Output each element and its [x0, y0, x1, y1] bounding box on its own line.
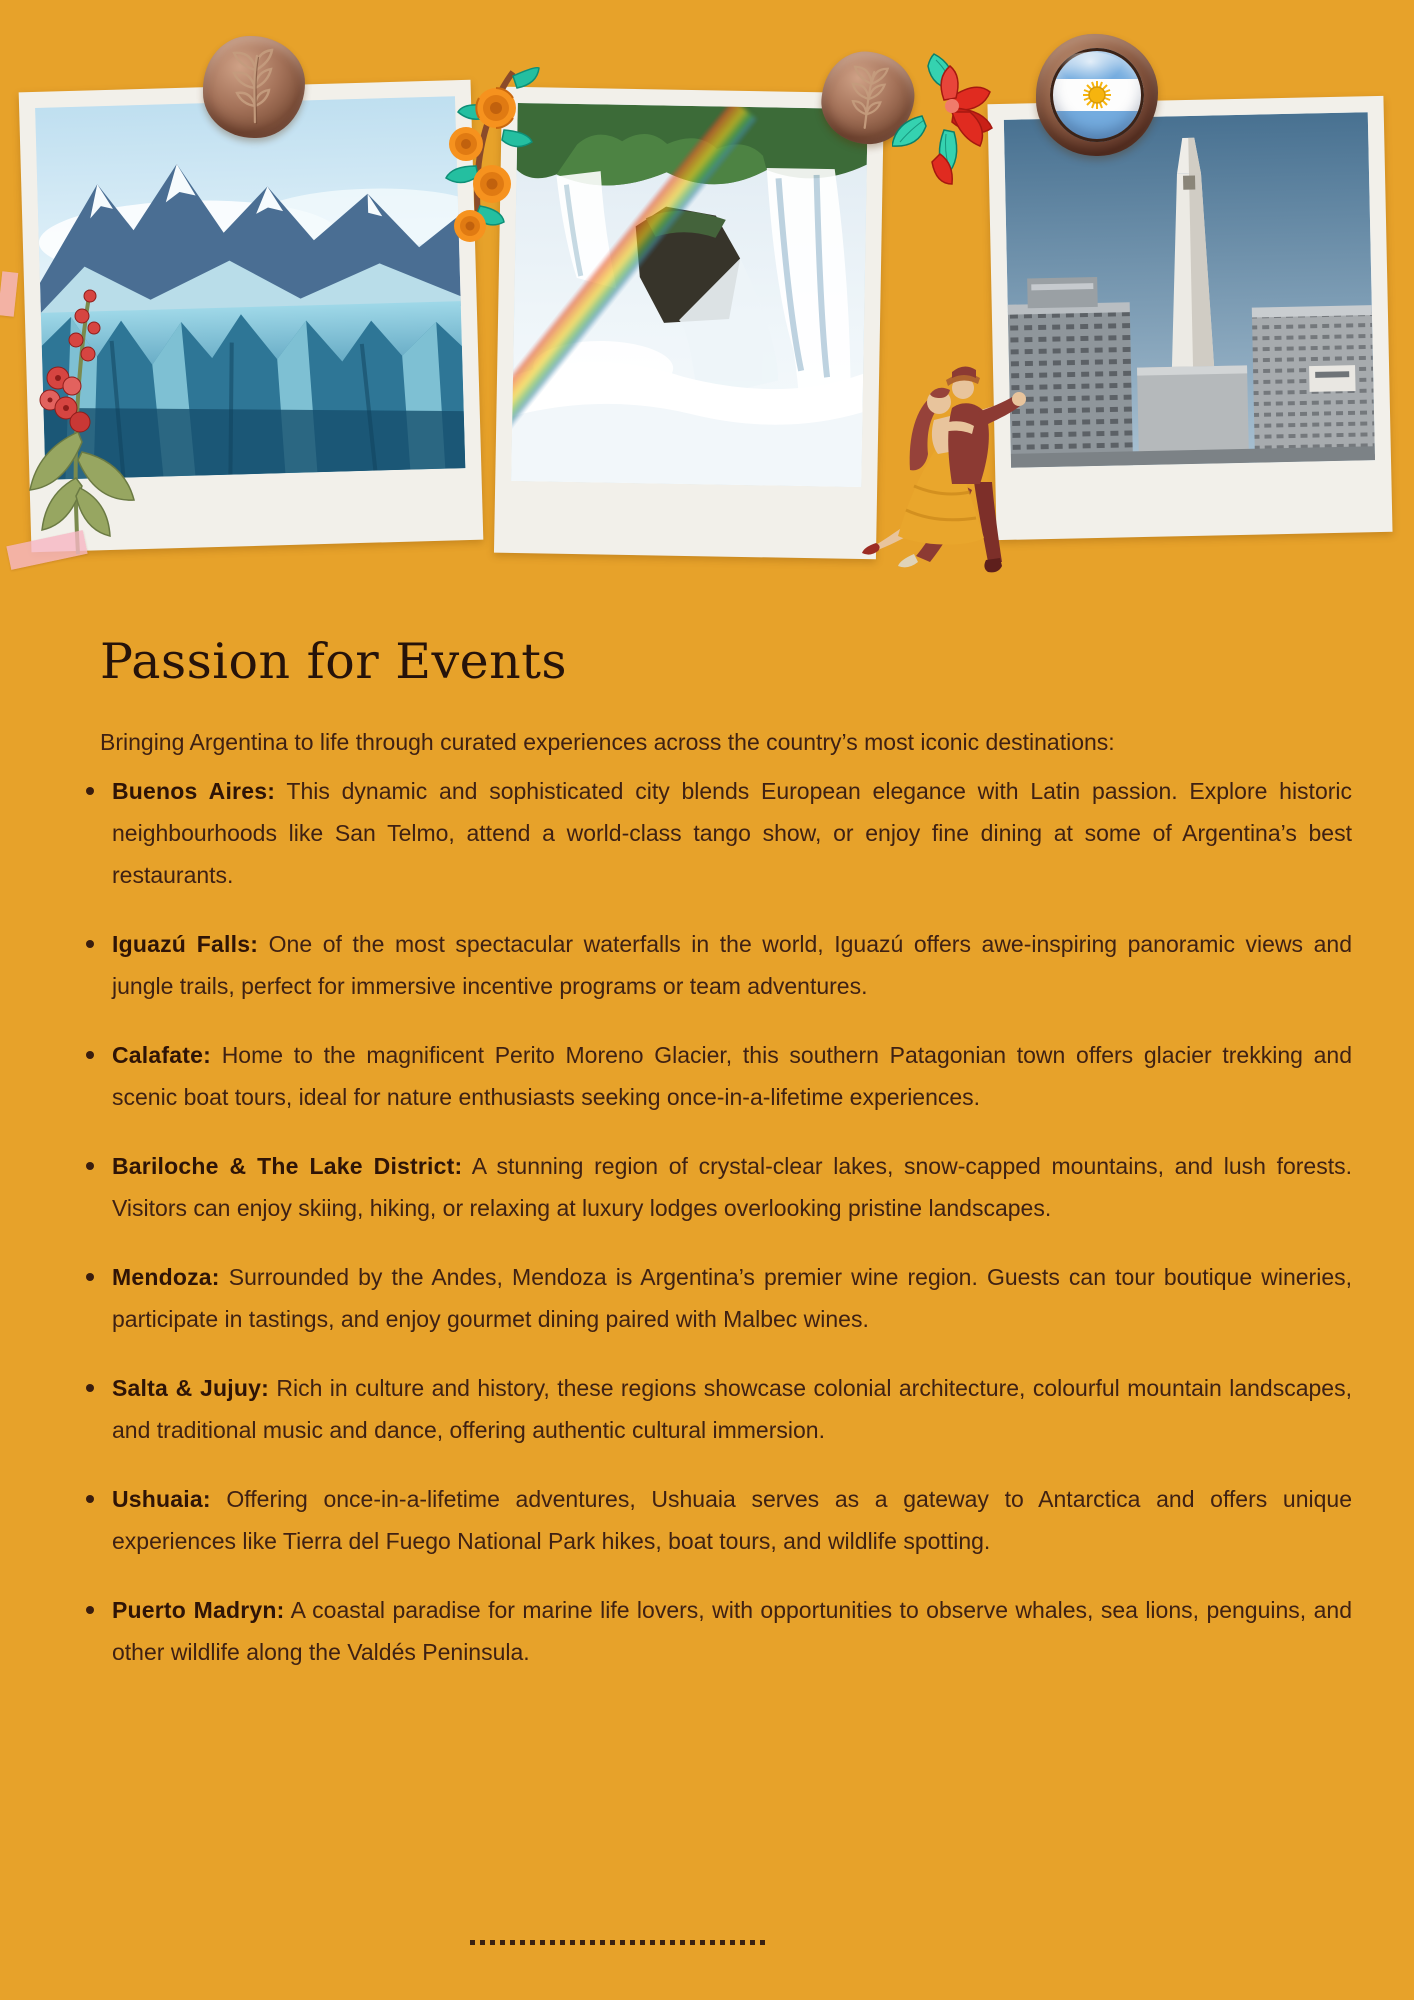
destinations-list [90, 770, 1352, 1700]
destination-description: Rich in culture and history, these regions showcase colonial architecture, colourful mountain landscapes, and traditional music and dance, offering authentic cultural immersion. [112, 1375, 1352, 1443]
red-flower-stem-decoration [20, 282, 136, 568]
destination-name: Iguazú Falls: [112, 931, 259, 957]
list-item-buenos-aires [90, 770, 1352, 896]
page-title: Passion for Events [100, 632, 568, 690]
tango-dancers-illustration [846, 350, 1051, 585]
washi-tape [0, 271, 18, 316]
list-item-ushuaia [90, 1478, 1352, 1562]
seal-sprig-icon [219, 48, 289, 126]
list-item-iguazu-falls [90, 923, 1352, 1007]
argentina-flag-icon [1050, 48, 1144, 142]
destination-description: This dynamic and sophisticated city blends European elegance with Latin passion. Explore historic neighbourhoods like San Telmo, attend a world-class tango show, or enjoy fine dining at some of Argentina’s best restaurants. [112, 778, 1353, 888]
destination-name: Ushuaia: [112, 1486, 211, 1512]
orange-flowers-decoration [418, 66, 540, 258]
argentina-flag-badge [1036, 34, 1158, 156]
destination-description: A stunning region of crystal-clear lakes, snow-capped mountains, and lush forests. Visitors can enjoy skiing, hiking, or relaxing at luxury lodges overlooking pristine landscapes. [112, 1153, 1353, 1221]
red-flower-decoration [892, 46, 1012, 210]
iguazu-falls-photo [494, 87, 884, 560]
destination-description: Home to the magnificent Perito Moreno Glacier, this southern Patagonian town offers glacier trekking and scenic boat tours, ideal for nature enthusiasts seeking once-in-a-lifetime experiences. [112, 1042, 1352, 1110]
destination-name: Mendoza: [112, 1264, 220, 1290]
destination-name: Puerto Madryn: [112, 1597, 285, 1623]
list-item-puerto-madryn [90, 1589, 1352, 1673]
obelisk-photo-image [1004, 112, 1375, 468]
dotted-divider [470, 1940, 766, 1945]
list-item-salta-jujuy [90, 1367, 1352, 1451]
destination-description: A coastal paradise for marine life lovers, with opportunities to observe whales, sea lions, penguins, and other wildlife along the Valdés Peninsula. [112, 1597, 1352, 1665]
iguazu-falls-photo-image [511, 103, 868, 487]
destination-description: Surrounded by the Andes, Mendoza is Argentina’s premier wine region. Guests can tour boutique wineries, participate in tastings, and enjoy gourmet dining paired with Malbec wines. [112, 1264, 1353, 1332]
destination-name: Buenos Aires: [112, 778, 276, 804]
list-item-mendoza [90, 1256, 1352, 1340]
flag-sun-icon [1050, 48, 1144, 142]
destination-description: One of the most spectacular waterfalls in the world, Iguazú offers awe-inspiring panoramic views and jungle trails, perfect for immersive incentive programs or team adventures. [112, 931, 1353, 999]
destination-name: Calafate: [112, 1042, 211, 1068]
destination-name: Bariloche & The Lake District: [112, 1153, 463, 1179]
intro-paragraph: Bringing Argentina to life through curated experiences across the country’s most iconic destinations: [100, 729, 1115, 755]
destination-name: Salta & Jujuy: [112, 1375, 269, 1401]
list-item-calafate [90, 1034, 1352, 1118]
wax-seal-branch-icon [203, 36, 305, 138]
list-item-bariloche [90, 1145, 1352, 1229]
destination-description: Offering once-in-a-lifetime adventures, Ushuaia serves as a gateway to Antarctica and offers unique experiences like Tierra del Fuego National Park hikes, boat tours, and wildlife spotting. [112, 1486, 1352, 1554]
